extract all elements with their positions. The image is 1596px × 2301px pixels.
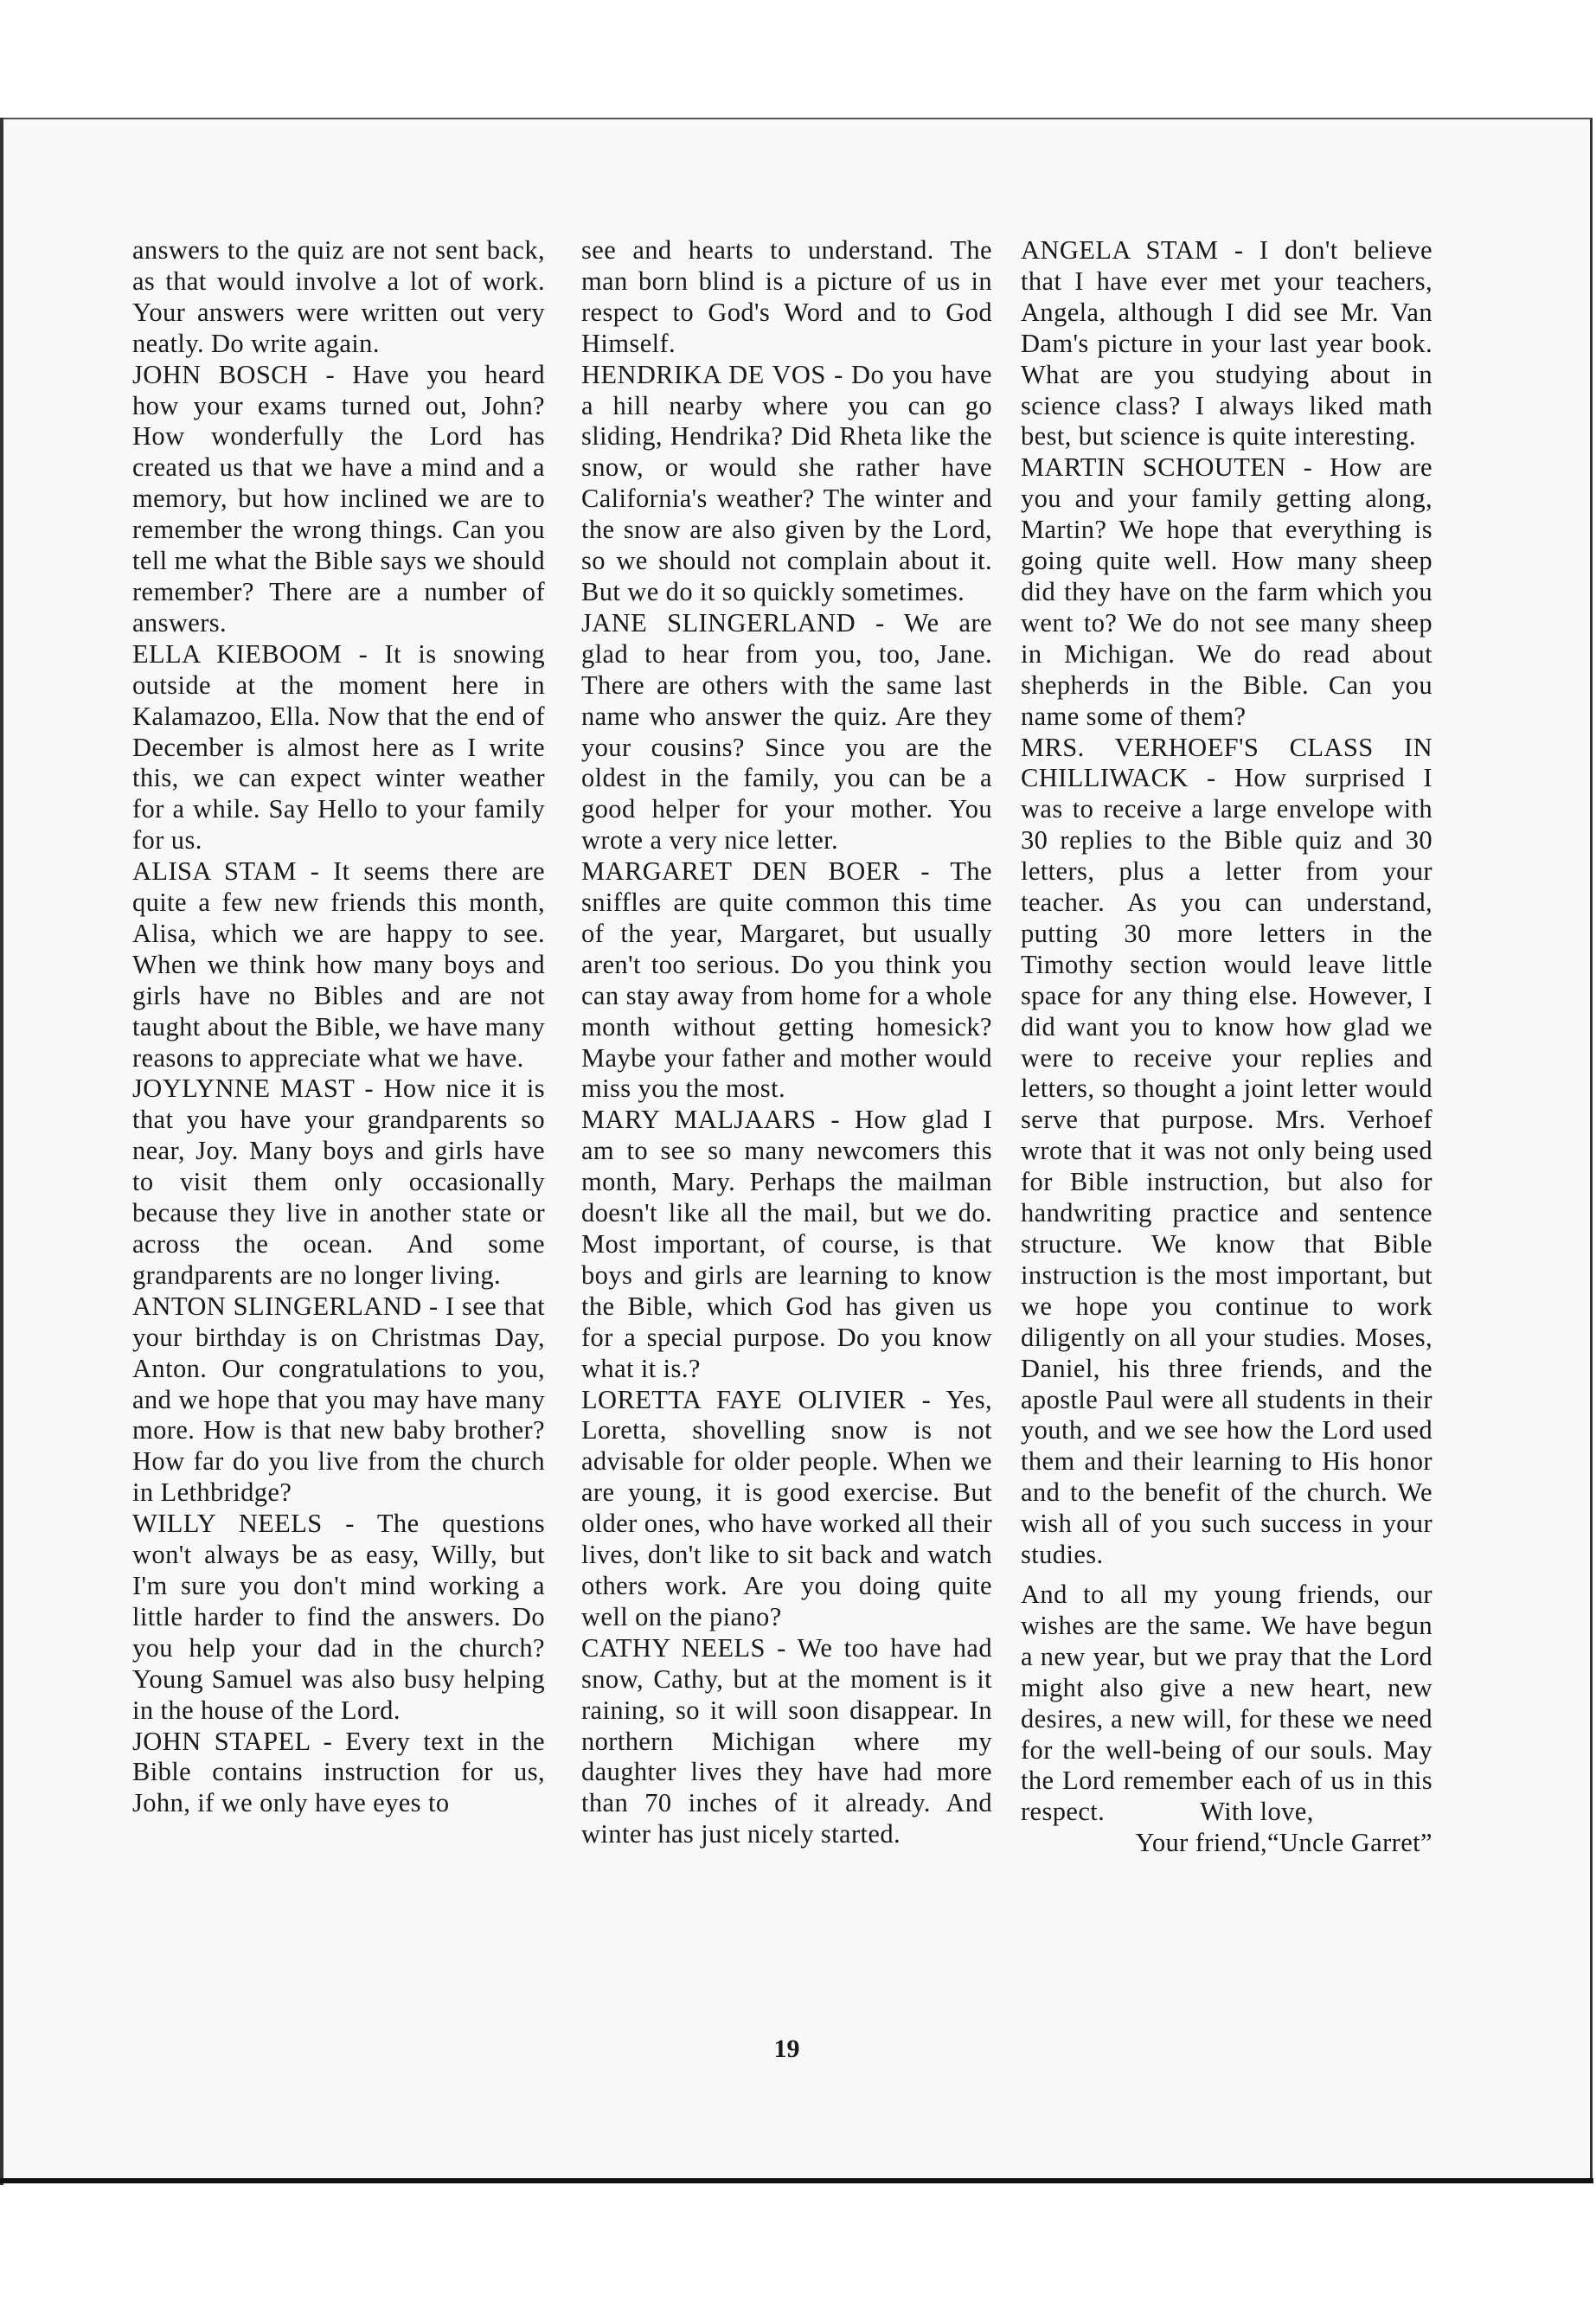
- letter-paragraph: MARY MALJAARS - How glad I am to see so many newcomers this month, Mary. Perhaps the mailman doesn't like all the mail, but we do. Most important, of course, is that boys and girls are learning to know the Bible, which God has given us for a special purpose. Do you know what it is.?: [581, 1105, 992, 1383]
- closing-text: And to all my young friends, our wishes are the same. We have begun a new year, but we pray that the Lord might also give a new heart, new desires, a new will, for these we need for the well-being of our souls. May the Lord remember each of us in this respect.: [1021, 1579, 1433, 1827]
- letter-paragraph: see and hearts to understand. The man born blind is a picture of us in respect to God's Word and to God Himself.: [581, 235, 992, 358]
- letter-paragraph: ELLA KIEBOOM - It is snowing outside at the moment here in Kalamazoo, Ella. Now that the end of December is almost here as I write this, we can expect winter weather for a while. Say Hello to your family for us.: [132, 638, 545, 856]
- letter-paragraph: LORETTA FAYE OLIVIER - Yes, Loretta, shovelling snow is not advisable for older people. When we are young, it is good exercise. But older ones, who have worked all their lives, don't like to sit back and watch others work. Are you doing quite well on the piano?: [581, 1384, 992, 1631]
- letter-paragraph: answers to the quiz are not sent back, as that would involve a lot of work. Your answers were written out very neatly. Do write again.: [132, 235, 545, 358]
- letter-paragraph: ANGELA STAM - I don't believe that I have ever met your teachers, Angela, although I did see Mr. Van Dam's picture in your last year book. What are you studying about in science class? I always liked math best, but science is quite interesting.: [1021, 235, 1433, 452]
- letter-paragraph: JOYLYNNE MAST - How nice it is that you have your grandparents so near, Joy. Many boys and girls have to visit them only occasionally because they live in another state or across the ocean. And some grandparents are no longer living.: [132, 1074, 545, 1290]
- signature: Your friend,“Uncle Garret”: [1135, 1828, 1433, 1858]
- column-2: [581, 235, 992, 1850]
- column-3: [1021, 235, 1433, 1859]
- letter-paragraph: MARTIN SCHOUTEN - How are you and your family getting along, Martin? We hope that everything is going quite well. How many sheep did they have on the farm which you went to? We do not see many sheep in Michigan. We do read about shepherds in the Bible. Can you name some of them?: [1021, 452, 1433, 731]
- letter-paragraph: ANTON SLINGERLAND - I see that your birthday is on Christmas Day, Anton. Our congratulations to you, and we hope that you may have many more. How is that new baby brother? How far do you live from the church in Lethbridge?: [132, 1291, 545, 1508]
- page-left-edge: [0, 118, 3, 2185]
- letter-paragraph: ALISA STAM - It seems there are quite a few new friends this month, Alisa, which we are happy to see. When we think how many boys and girls have no Bibles and are not taught about the Bible, we have many reasons to appreciate what we have.: [132, 856, 545, 1073]
- letter-paragraph: MRS. VERHOEF'S CLASS IN CHILLIWACK - How surprised I was to receive a large envelope with 30 replies to the Bible quiz and 30 letters, plus a letter from your teacher. As you can understand, putting 30 more letters in the Timothy section would leave little space for any thing else. However, I did want you to know how glad we were to receive your replies and letters, so thought a joint letter would serve that purpose. Mrs. Verhoef wrote that it was not only being used for Bible instruction, but also for handwriting practice and sentence structure. We know that Bible instruction is the most important, but we hope you continue to work diligently on all your studies. Moses, Daniel, his three friends, and the apostle Paul were all students in their youth, and we see how the Lord used them and their learning to His honor and to the benefit of the church. We wish all of you such success in your studies.: [1021, 732, 1433, 1570]
- page-number: 19: [773, 2035, 800, 2063]
- letter-paragraph: JANE SLINGERLAND - We are glad to hear from you, too, Jane. There are others with the same last name who answer the quiz. Are they your cousins? Since you are the oldest in the family, you can be a good helper for your mother. You wrote a very nice letter.: [581, 607, 992, 856]
- page-bottom-edge: [0, 2178, 1593, 2183]
- letter-paragraph: JOHN STAPEL - Every text in the Bible contains instruction for us, John, if we only have eyes to: [132, 1726, 545, 1818]
- column-1: [132, 235, 545, 1819]
- closing-paragraph: [1021, 1580, 1433, 1828]
- letter-paragraph: WILLY NEELS - The questions won't always be as easy, Willy, but I'm sure you don't mind working a little harder to find the answers. Do you help your dad in the church? Young Samuel was also busy helping in the house of the Lord.: [132, 1509, 545, 1725]
- letter-paragraph: MARGARET DEN BOER - The sniffles are quite common this time of the year, Margaret, but usually aren't too serious. Do you think you can stay away from home for a whole month without getting homesick? Maybe your father and mother would miss you the most.: [581, 856, 992, 1104]
- letter-paragraph: CATHY NEELS - We too have had snow, Cathy, but at the moment is it raining, so it will soon disappear. In northern Michigan where my daughter lives they have had more than 70 inches of it already. And winter has just nicely started.: [581, 1632, 992, 1849]
- letter-paragraph: HENDRIKA DE VOS - Do you have a hill nearby where you can go sliding, Hendrika? Did Rheta like the snow, or would she rather have California's weather? The winter and the snow are also given by the Lord, so we should not complain about it. But we do it so quickly sometimes.: [581, 359, 992, 606]
- with-love: With love,: [1200, 1797, 1314, 1827]
- letter-paragraph: JOHN BOSCH - Have you heard how your exams turned out, John? How wonderfully the Lord has created us that we have a mind and a memory, but how inclined we are to remember the wrong things. Can you tell me what the Bible says we should remember? There are a number of answers.: [132, 359, 545, 638]
